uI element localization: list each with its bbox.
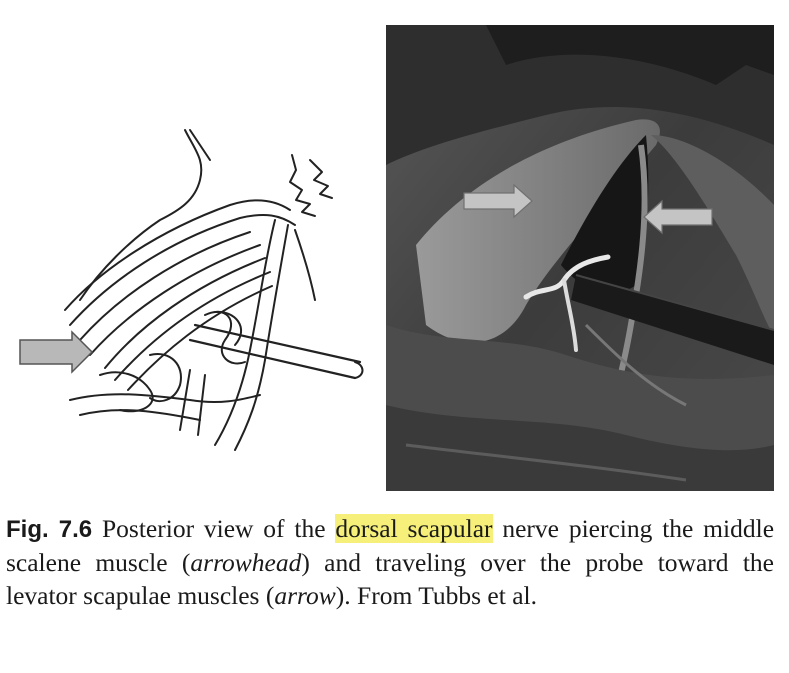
caption-emphasis-arrowhead: arrowhead [190,548,302,577]
highlight-gap [398,514,408,543]
caption-text-1: Posterior view of the [92,514,336,543]
caption-emphasis-arrow: arrow [274,581,336,610]
highlighted-term-scapular: scapular [407,514,493,543]
caption-text-4: ). From Tubbs et al. [335,581,537,610]
figure-label: Fig. 7.6 [6,516,93,543]
figure-caption [6,512,774,612]
caption-text-3: ) and traveling over the probe toward the levator scapulae muscles ( [6,548,774,610]
cadaveric-photograph [386,25,774,491]
highlighted-term-dorsal: dorsal [335,514,398,543]
anatomical-line-drawing [10,100,380,460]
caption-text-2: nerve piercing the middle scalene muscle ( [6,514,775,577]
